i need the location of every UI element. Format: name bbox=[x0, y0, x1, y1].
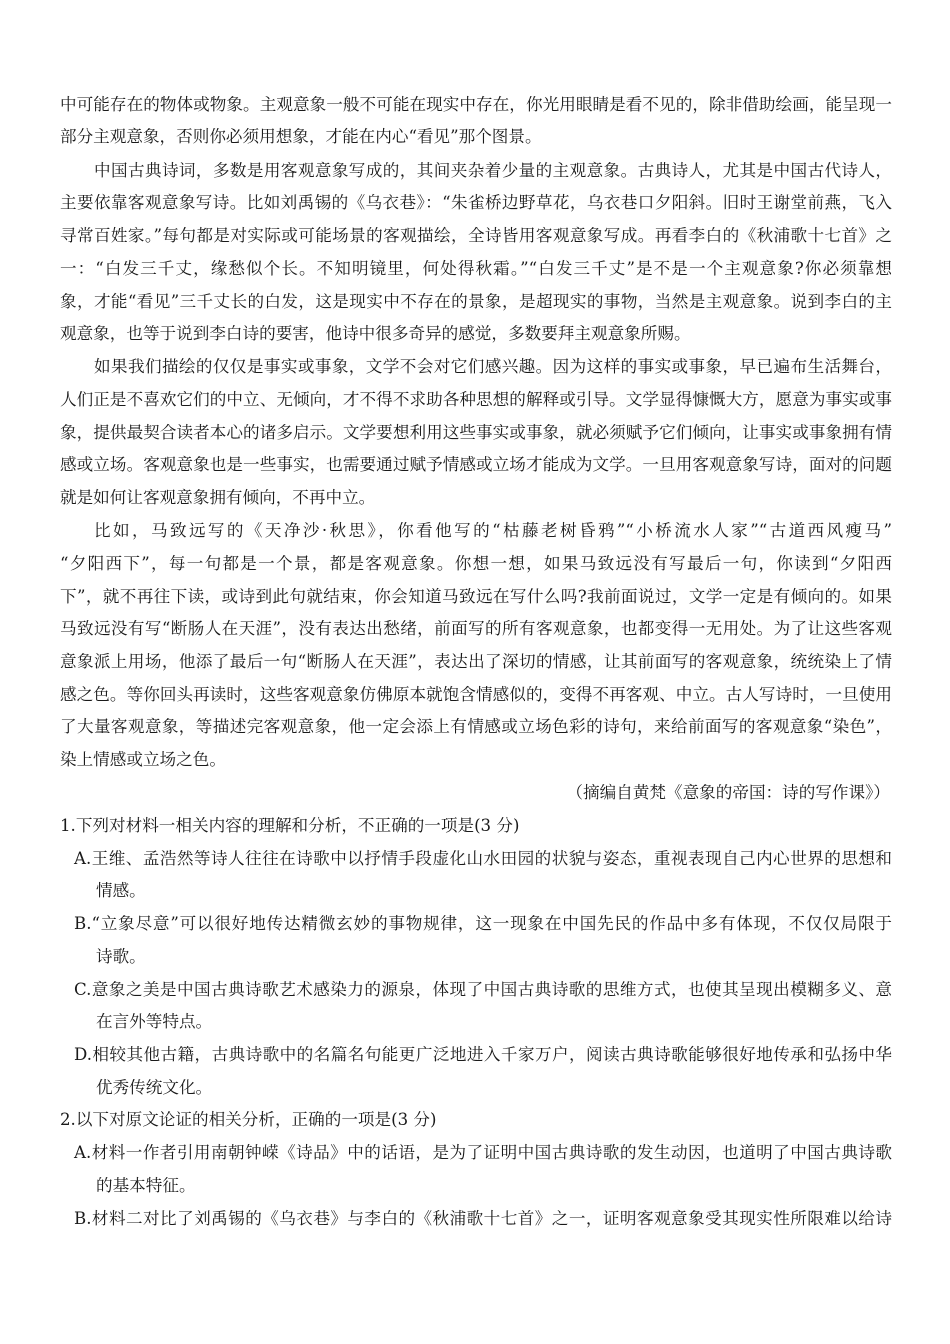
passage-source: （摘编自黄梵《意象的帝国：诗的写作课》） bbox=[566, 783, 890, 802]
passage-line: 观意象，也等于说到李白诗的要害，他诗中很多奇异的感觉，多数要拜主观意象所赐。 bbox=[60, 324, 691, 343]
passage-line: 意象派上用场，他添了最后一句“断肠人在天涯”，表达出了深切的情感，让其前面写的客观意象，统统染上了情 bbox=[60, 652, 892, 671]
passage-line: 就是如何让客观意象拥有倾向，不再中立。 bbox=[60, 488, 376, 507]
passage-line: 下”，就不再往下读，或诗到此句就结束，你会知道马致远在写什么吗?我前面说过，文学一定是有倾向的。如果 bbox=[60, 587, 892, 606]
passage-line: 一：“白发三千丈，缘愁似个长。不知明镜里，何处得秋霜。”“白发三千丈”是不是一个主观意象?你必须靠想 bbox=[60, 259, 892, 278]
passage-line: 中国古典诗词，多数是用客观意象写成的，其间夹杂着少量的主观意象。古典诗人，尤其是中国古代诗人， bbox=[94, 161, 892, 180]
question-stem: 2.以下对原文论证的相关分析，正确的一项是(3 分) bbox=[60, 1110, 437, 1129]
option-d: D.相较其他古籍，古典诗歌中的名篇名句能更广泛地进入千家万户，阅读古典诗歌能够很好地传承和弘扬中华 bbox=[74, 1045, 892, 1064]
option-a: A.王维、孟浩然等诗人往往在诗歌中以抒情手段虚化山水田园的状貌与姿态，重视表现自己内心世界的思想和 bbox=[74, 849, 892, 868]
passage-line: 象，提供最契合读者本心的诸多启示。文学要想利用这些事实或事象，就必须赋予它们倾向，让事实或事象拥有情 bbox=[60, 423, 892, 442]
option-a-cont: 的基本特征。 bbox=[96, 1176, 196, 1195]
option-b: B.“立象尽意”可以很好地传达精微玄妙的事物规律，这一现象在中国先民的作品中多有体现，不仅仅局限于 bbox=[74, 914, 892, 933]
passage-line: 感之色。等你回头再读时，这些客观意象仿佛原本就饱含情感似的，变得不再客观、中立。古人写诗时，一旦使用 bbox=[60, 685, 892, 704]
option-a: A.材料一作者引用南朝钟嵘《诗品》中的话语，是为了证明中国古典诗歌的发生动因，也道明了中国古典诗歌 bbox=[74, 1143, 892, 1162]
passage-line: 象，才能“看见”三千丈长的白发，这是现实中不存在的景象，是超现实的事物，当然是主观意象。说到李白的主 bbox=[60, 292, 892, 311]
passage-line: 比如，马致远写的《天净沙·秋思》，你看他写的“枯藤老树昏鸦”“小桥流水人家”“古道西风瘦马” bbox=[94, 521, 892, 540]
passage-line: 主要依靠客观意象写诗。比如刘禹锡的《乌衣巷》：“朱雀桥边野草花，乌衣巷口夕阳斜。旧时王谢堂前燕，飞入 bbox=[60, 193, 892, 212]
passage-line: 马致远没有写“断肠人在天涯”，没有表达出愁绪，前面写的所有客观意象，也都变得一无用处。为了让这些客观 bbox=[60, 619, 892, 638]
option-d-cont: 优秀传统文化。 bbox=[96, 1078, 213, 1097]
passage-line: 染上情感或立场之色。 bbox=[60, 750, 226, 769]
passage-line: 了大量客观意象，等描述完客观意象，他一定会添上有情感或立场色彩的诗句，来给前面写的客观意象“染色”， bbox=[60, 717, 892, 736]
option-b-cont: 诗歌。 bbox=[96, 947, 146, 966]
passage-line: 如果我们描绘的仅仅是事实或事象，文学不会对它们感兴趣。因为这样的事实或事象，早已遍布生活舞台， bbox=[94, 357, 892, 376]
passage-line: 人们正是不喜欢它们的中立、无倾向，才不得不求助各种思想的解释或引导。文学显得慷慨大方，愿意为事实或事 bbox=[60, 390, 892, 409]
option-b: B.材料二对比了刘禹锡的《乌衣巷》与李白的《秋浦歌十七首》之一，证明客观意象受其现实性所限难以给诗 bbox=[74, 1209, 892, 1228]
option-c: C.意象之美是中国古典诗歌艺术感染力的源泉，体现了中国古典诗歌的思维方式，也使其呈现出模糊多义、意 bbox=[74, 980, 892, 999]
passage-line: 寻常百姓家。”每句都是对实际或可能场景的客观描绘，全诗皆用客观意象写成。再看李白的《秋浦歌十七首》之 bbox=[60, 226, 892, 245]
option-c-cont: 在言外等特点。 bbox=[96, 1012, 213, 1031]
passage-line: 部分主观意象，否则你必须用想象，才能在内心“看见”那个图景。 bbox=[60, 127, 542, 146]
passage-line: “夕阳西下”，每一句都是一个景，都是客观意象。你想一想，如果马致远没有写最后一句，你读到“夕阳西 bbox=[60, 554, 892, 573]
passage-line: 感或立场。客观意象也是一些事实，也需要通过赋予情感或立场才能成为文学。一旦用客观意象写诗，面对的问题 bbox=[60, 455, 892, 474]
option-a-cont: 情感。 bbox=[96, 881, 146, 900]
passage-line: 中可能存在的物体或物象。主观意象一般不可能在现实中存在，你光用眼睛是看不见的，除非借助绘画，能呈现一 bbox=[60, 95, 892, 114]
question-stem: 1.下列对材料一相关内容的理解和分析，不正确的一项是(3 分) bbox=[60, 816, 520, 835]
